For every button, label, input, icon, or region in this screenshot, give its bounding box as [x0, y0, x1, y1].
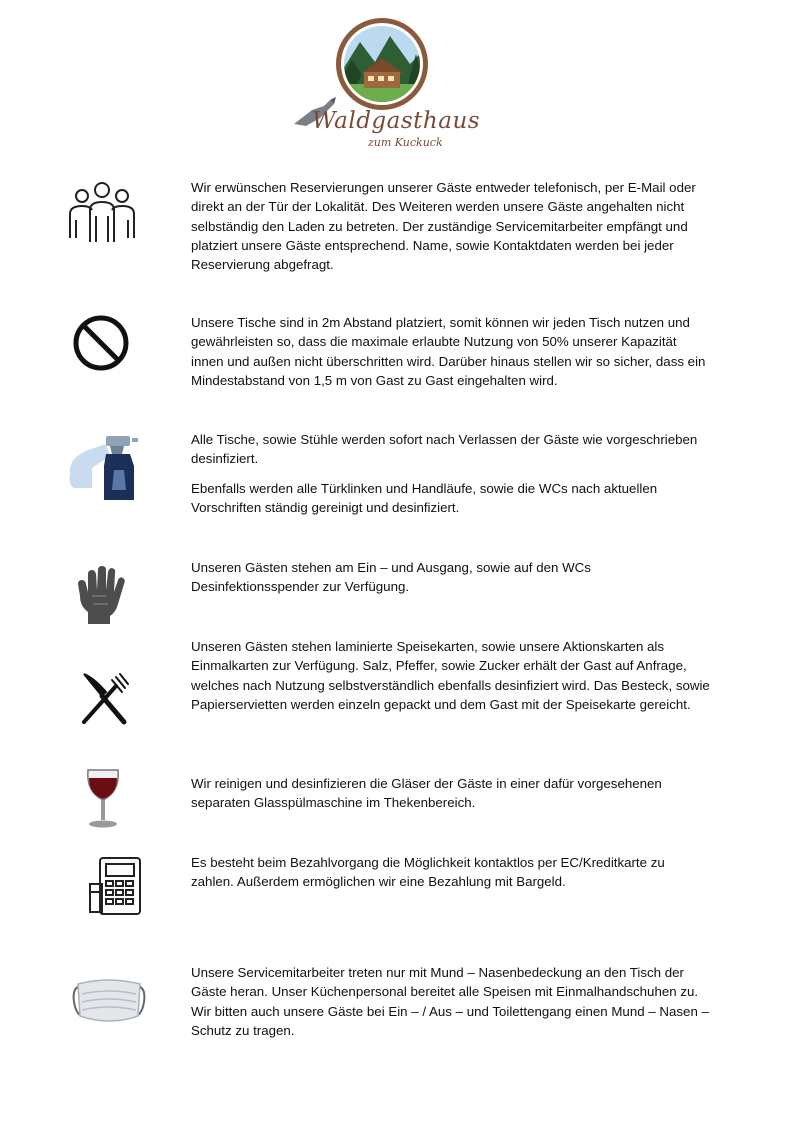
prohibited-icon	[62, 308, 142, 378]
paragraph: Ebenfalls werden alle Türklinken und Handläufe, sowie die WCs nach aktuellen Vorschriften ständig gereinigt und desinfiziert.	[191, 480, 658, 515]
dispenser-text	[191, 558, 711, 597]
mask-text	[191, 963, 711, 1040]
people-icon	[62, 180, 142, 250]
spray-bottle-icon	[62, 432, 142, 502]
paragraph: Es besteht beim Bezahlvorgang die Möglichkeit kontaktlos per EC/Kreditkarte zu zahlen. Außerdem ermöglichen wir eine Bezahlung mit Bargeld.	[191, 855, 665, 890]
paragraph: Wir erwünschen Reservierungen unserer Gäste entweder telefonisch, per E-Mail oder direkt an der Tür der Lokalität. Des Weiteren werden unsere Gäste angehalten nicht selbständig den Laden zu betreten. Der zuständige Servicemitarbeiter empfängt und platziert unsere Gäste entsprechend. Name, sowie Kontaktdaten werden bei jeder Reservierung abgefragt.	[191, 180, 696, 273]
paragraph: Alle Tische, sowie Stühle werden sofort nach Verlassen der Gäste wie vorgeschrieben desinfiziert.	[191, 432, 698, 467]
disinfection-text	[191, 430, 711, 517]
glass-cleaning-text	[191, 774, 711, 813]
face-mask-icon	[62, 976, 142, 1046]
reservation-text	[191, 178, 711, 274]
cutlery-icon	[62, 668, 142, 738]
paragraph: Unsere Servicemitarbeiter treten nur mit Mund – Nasenbedeckung an den Tisch der Gäste heran. Unser Küchenpersonal bereitet alle Speisen mit Einmalhandschuhen zu. Wir bitten auch unsere Gäste bei Ein – / Aus – und Toilettengang einen Mund – Nasen – Schutz zu tragen.	[191, 965, 709, 1038]
distance-text	[191, 313, 711, 390]
paragraph: Unseren Gästen stehen am Ein – und Ausgang, sowie auf den WCs Desinfektionsspender zur Verfügung.	[191, 560, 591, 595]
paragraph: Unseren Gästen stehen laminierte Speisekarten, sowie unsere Aktionskarten als Einmalkarten zur Verfügung. Salz, Pfeffer, sowie Zucker erhält der Gast auf Anfrage, welches nach Nutzung selbstverständlich ebenfalls desinfiziert wird. Das Besteck, sowie Papierservietten werden einzeln gepackt und dem Gast mit der Speisekarte gereicht.	[191, 639, 710, 712]
payment-text	[191, 853, 711, 892]
card-terminal-icon	[62, 854, 142, 924]
paragraph: Wir reinigen und desinfizieren die Gläser der Gäste in einer dafür vorgesehenen separaten Glasspülmaschine im Thekenbereich.	[191, 776, 662, 811]
logo-subtitle: zum Kuckuck	[368, 136, 443, 149]
glove-icon	[62, 566, 142, 636]
logo-wordmark: Waldgasthaus	[312, 108, 481, 134]
menu-text	[191, 637, 711, 714]
wine-glass-icon	[62, 766, 142, 836]
paragraph: Unsere Tische sind in 2m Abstand platziert, somit können wir jeden Tisch nutzen und gewährleisten so, dass die maximale erlaubte Nutzung von 50% unserer Kapazität innen und außen nicht überschritten wird. Darüber hinaus stellen wir so sicher, dass ein Mindestabstand von 1,5 m von Gast zu Gast eingehalten wird.	[191, 315, 706, 388]
